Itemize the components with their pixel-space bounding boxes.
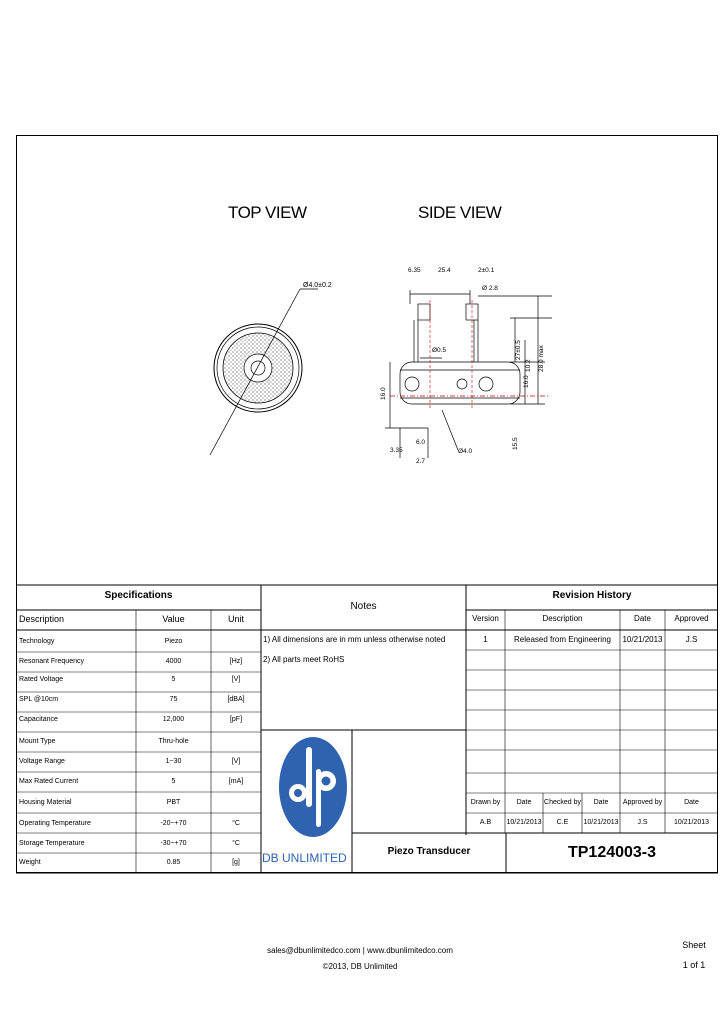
spec-unit: °C: [232, 840, 240, 847]
signoff-header-date-3: Date: [684, 799, 699, 806]
spec-desc: Resonant Frequency: [19, 658, 84, 665]
spec-desc: Operating Temperature: [19, 820, 91, 827]
spec-unit: [V]: [231, 758, 241, 765]
signoff-header-date-2: Date: [593, 799, 609, 806]
company-name: DB UNLIMITED: [262, 851, 347, 865]
signoff-header-checked-by: Checked by: [544, 799, 581, 806]
signoff-checked-by: C.E: [556, 819, 569, 826]
spec-unit: [g]: [232, 859, 240, 866]
spec-value: 5: [171, 676, 176, 683]
revision-row-description: Released from Engineering: [514, 635, 611, 644]
spec-desc: Storage Temperature: [19, 840, 85, 847]
footer-contact: sales@dbunlimitedco.com | www.dbunlimitedco.com: [267, 946, 453, 955]
spec-value: -30~+70: [160, 840, 187, 847]
spec-unit: [V]: [231, 676, 241, 683]
revision-row-version: 1: [483, 635, 488, 644]
note-item-2: 2) All parts meet RoHS: [263, 655, 345, 664]
signoff-date-2: 10/21/2013: [583, 819, 619, 826]
signoff-date-3: 10/21/2013: [673, 819, 710, 826]
spec-desc: Rated Voltage: [19, 676, 63, 683]
spec-desc: Mount Type: [19, 738, 56, 745]
spec-unit: [dBA]: [227, 696, 245, 703]
sheet-number: 1 of 1: [682, 960, 706, 970]
spec-unit: [Hz]: [229, 658, 243, 665]
revision-title: Revision History: [552, 590, 632, 601]
notes-title: Notes: [350, 601, 377, 612]
side-dim-11: 6.0: [416, 439, 426, 446]
spec-unit: °C: [232, 820, 240, 827]
spec-value: 5: [171, 778, 176, 785]
spec-value: 12,000: [162, 716, 185, 723]
signoff-header-drawn-by: Drawn by: [470, 799, 501, 806]
revision-header-description: Description: [542, 614, 583, 623]
footer-copyright: ©2013, DB Unlimited: [322, 962, 398, 971]
company-logo: [276, 733, 350, 841]
side-dim-2: 25.4: [438, 267, 451, 274]
side-dim-3: 2±0.1: [478, 267, 495, 274]
side-dim-15: 15.5: [512, 437, 519, 450]
spec-desc: Capacitance: [19, 716, 58, 723]
side-dim-9: 16.0: [380, 387, 387, 400]
side-dim-13: 2.7: [416, 458, 426, 465]
spec-value: 1~30: [165, 758, 182, 765]
revision-header-approved: Approved: [674, 614, 709, 623]
spec-desc: Max Rated Current: [19, 778, 79, 785]
side-dim-10: 16.0: [523, 375, 530, 388]
spec-value: Thru-hole: [158, 738, 189, 745]
spec-value: 4000: [165, 658, 182, 665]
spec-value: 75: [169, 696, 178, 703]
sheet-label: Sheet: [682, 940, 706, 950]
top-view-diameter-label: Ø4.0±0.2: [303, 282, 332, 289]
signoff-date-1: 10/21/2013: [506, 819, 542, 826]
signoff-header-approved-by: Approved by: [622, 799, 663, 806]
side-view-drawing: [380, 260, 560, 470]
side-dim-7: 10.2: [525, 359, 532, 372]
note-item-1: 1) All dimensions are in mm unless otherwise noted: [263, 635, 446, 644]
title-block-grid: [16, 585, 718, 874]
top-view-drawing: [200, 275, 332, 465]
spec-value: PBT: [166, 799, 181, 806]
spec-desc: Technology: [19, 638, 55, 645]
side-dim-6: 27±0.5: [515, 340, 522, 360]
side-dim-5: Ø0.5: [432, 347, 447, 354]
revision-row-date: 10/21/2013: [622, 635, 663, 644]
spec-desc: Weight: [19, 859, 41, 866]
product-name: Piezo Transducer: [387, 846, 471, 857]
specs-title: Specifications: [104, 590, 173, 601]
spec-value: Piezo: [164, 638, 183, 645]
side-view-title: SIDE VIEW: [418, 203, 502, 222]
top-view-title: TOP VIEW: [228, 203, 307, 222]
side-dim-8: 28.0 max: [538, 345, 545, 372]
specs-header-unit: Unit: [227, 614, 244, 624]
spec-desc: Voltage Range: [19, 758, 65, 765]
spec-value: 0.85: [166, 859, 181, 866]
signoff-drawn-by: A.B: [479, 819, 492, 826]
signoff-header-date-1: Date: [516, 799, 532, 806]
part-number: TP124003-3: [567, 844, 657, 861]
spec-unit: [mA]: [228, 778, 244, 785]
side-dim-12: 3.35: [390, 447, 403, 454]
signoff-approved-by: J.S: [637, 819, 648, 826]
spec-desc: SPL @10cm: [19, 696, 59, 703]
spec-unit: [pF]: [229, 716, 243, 723]
side-dim-4: Ø 2.8: [482, 285, 498, 292]
revision-header-date: Date: [634, 614, 651, 623]
specs-header-description: Description: [19, 614, 65, 624]
spec-value: -20~+70: [160, 820, 187, 827]
revision-row-approved: J.S: [685, 635, 698, 644]
revision-header-version: Version: [472, 614, 499, 623]
side-dim-1: 6.35: [408, 267, 421, 274]
side-dim-14: Ø4.0: [458, 448, 473, 455]
spec-desc: Housing Material: [19, 799, 72, 806]
specs-header-value: Value: [162, 614, 185, 624]
